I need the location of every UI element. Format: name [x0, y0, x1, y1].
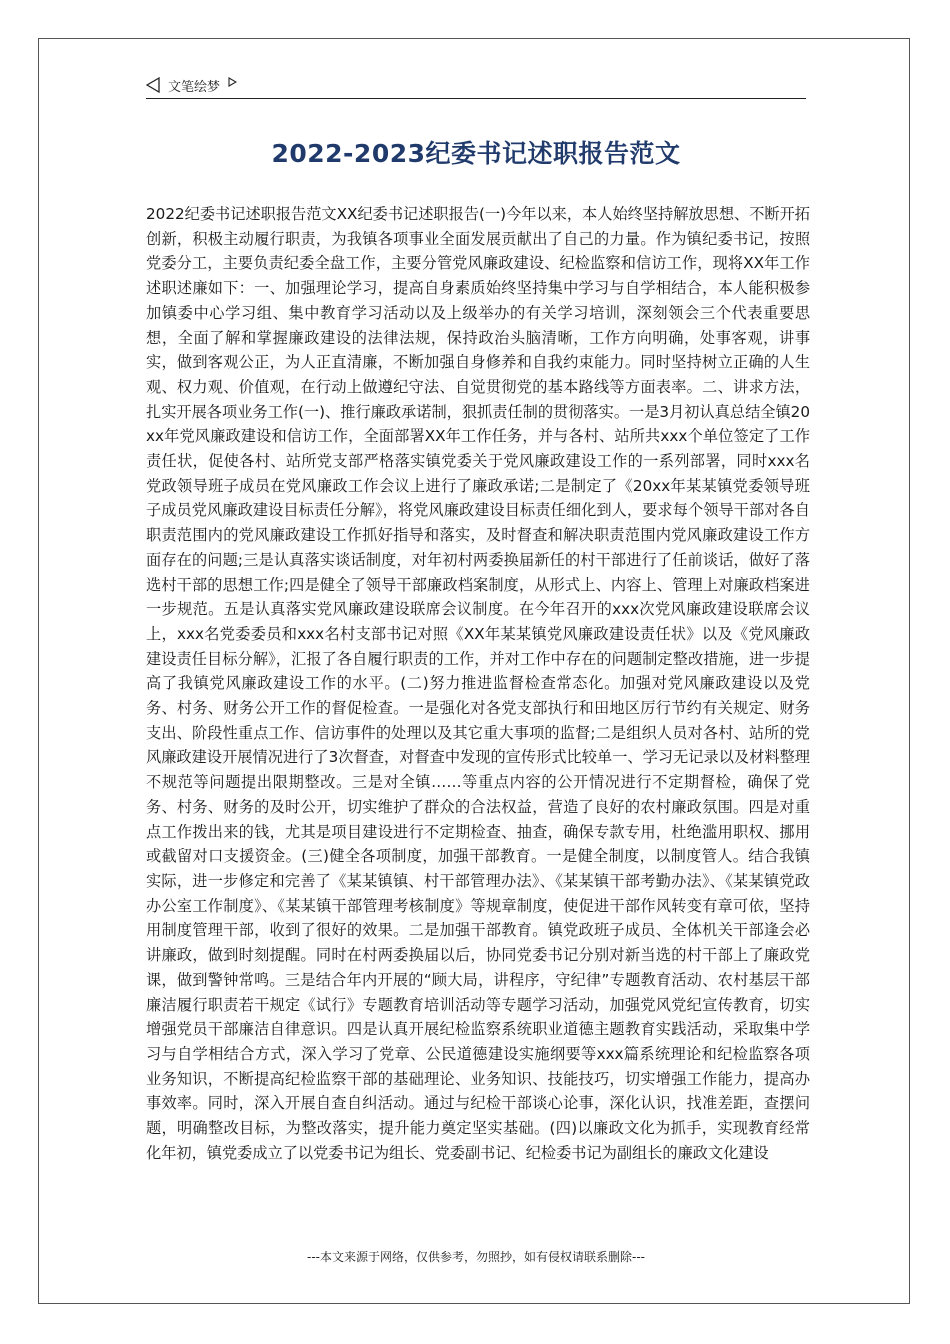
document-body: [146, 202, 810, 1165]
triangle-left-icon: [146, 77, 160, 93]
brand: [146, 74, 806, 96]
triangle-right-icon: [228, 77, 237, 87]
footer-disclaimer: ---本文来源于网络，仅供参考，勿照抄，如有侵权请联系删除---: [307, 1250, 645, 1264]
page-header: [146, 74, 806, 98]
header-divider: [146, 98, 806, 99]
brand-name: 文笔绘梦: [168, 79, 221, 95]
body-paragraph: 2022纪委书记述职报告范文XX纪委书记述职报告(一)今年以来，本人始终坚持解放思想、不断开拓创新，积极主动履行职责，为我镇各项事业全面发展贡献出了自己的力量。作为镇纪委书记，按照党委分工，主要负责纪委全盘工作，主要分管党风廉政建设、纪检监察和信访工作，现将XX年工作述职述廉如下：一、加强理论学习，提高自身素质始终坚持集中学习与自学相结合，本人能积极参加镇委中心学习组、集中教育学习活动以及上级举办的有关学习培训，深刻领会三个代表重要思想，全面了解和掌握廉政建设的法律法规，保持政治头脑清晰，工作方向明确，处事客观，讲事实，做到客观公正，为人正直清廉，不断加强自身修养和自我约束能力。同时坚持树立正确的人生观、权力观、价值观，在行动上做遵纪守法、自觉贯彻党的基本路线等方面表率。二、讲求方法，扎实开展各项业务工作(一)、推行廉政承诺制，狠抓责任制的贯彻落实。一是3月初认真总结全镇20xx年党风廉政建设和信访工作，全面部署XX年工作任务，并与各村、站所共xxx个单位签定了工作责任状，促使各村、站所党支部严格落实镇党委关于党风廉政建设工作的一系列部署，同时xxx名党政领导班子成员在党风廉政工作会议上进行了廉政承诺;二是制定了《20xx年某某镇党委领导班子成员党风廉政建设目标责任分解》，将党风廉政建设目标责任细化到人，要求每个领导干部对各自职责范围内的党风廉政建设工作抓好指导和落实，及时督查和解决职责范围内党风廉政建设工作方面存在的问题;三是认真落实谈话制度，对年初村两委换届新任的村干部进行了任前谈话，做好了落选村干部的思想工作;四是健全了领导干部廉政档案制度，从形式上、内容上、管理上对廉政档案进一步规范。五是认真落实党风廉政建设联席会议制度。在今年召开的xxx次党风廉政建设联席会议上，xxx名党委委员和xxx名村支部书记对照《XX年某某镇党风廉政建设责任状》以及《党风廉政建设责任目标分解》，汇报了各自履行职责的工作，并对工作中存在的问题制定整改措施，进一步提高了我镇党风廉政建设工作的水平。(二)努力推进监督检查常态化。加强对党风廉政建设以及党务、村务、财务公开工作的督促检查。一是强化对各党支部执行和田地区厉行节约有关规定、财务支出、阶段性重点工作、信访事件的处理以及其它重大事项的监督;二是组织人员对各村、站所的党风廉政建设开展情况进行了3次督查，对督查中发现的宣传形式比较单一、学习无记录以及材料整理不规范等问题提出限期整改。三是对全镇……等重点内容的公开情况进行不定期督检，确保了党务、村务、财务的及时公开，切实维护了群众的合法权益，营造了良好的农村廉政氛围。四是对重点工作拨出来的钱，尤其是项目建设进行不定期检查、抽查，确保专款专用，杜绝滥用职权、挪用或截留对口支援资金。(三)健全各项制度，加强干部教育。一是健全制度，以制度管人。结合我镇实际，进一步修定和完善了《某某镇镇、村干部管理办法》、《某某镇干部考勤办法》、《某某镇党政办公室工作制度》、《某某镇干部管理考核制度》等规章制度，使促进干部作风转变有章可依，坚持用制度管理干部，收到了很好的效果。二是加强干部教育。镇党政班子成员、全体机关干部逢会必讲廉政，做到时刻提醒。同时在村两委换届以后，协同党委书记分别对新当选的村干部上了廉政党课，做到警钟常鸣。三是结合年内开展的“顾大局，讲程序，守纪律”专题教育活动、农村基层干部廉洁履行职责若干规定《试行》专题教育培训活动等专题学习活动，加强党风党纪宣传教育，切实增强党员干部廉洁自律意识。四是认真开展纪检监察系统职业道德主题教育实践活动，采取集中学习与自学相结合方式，深入学习了党章、公民道德建设实施纲要等xxx篇系统理论和纪检监察各项业务知识，不断提高纪检监察干部的基础理论、业务知识、技能技巧，切实增强工作能力，提高办事效率。同时，深入开展自查自纠活动。通过与纪检干部谈心论事，深化认识，找准差距，查摆问题，明确整改目标，为整改落实，提升能力奠定坚实基础。(四)以廉政文化为抓手，实现教育经常化年初，镇党委成立了以党委书记为组长、党委副书记、纪检委书记为副组长的廉政文化建设: [146, 205, 810, 1162]
document-title: 2022-2023纪委书记述职报告范文: [271, 139, 681, 168]
